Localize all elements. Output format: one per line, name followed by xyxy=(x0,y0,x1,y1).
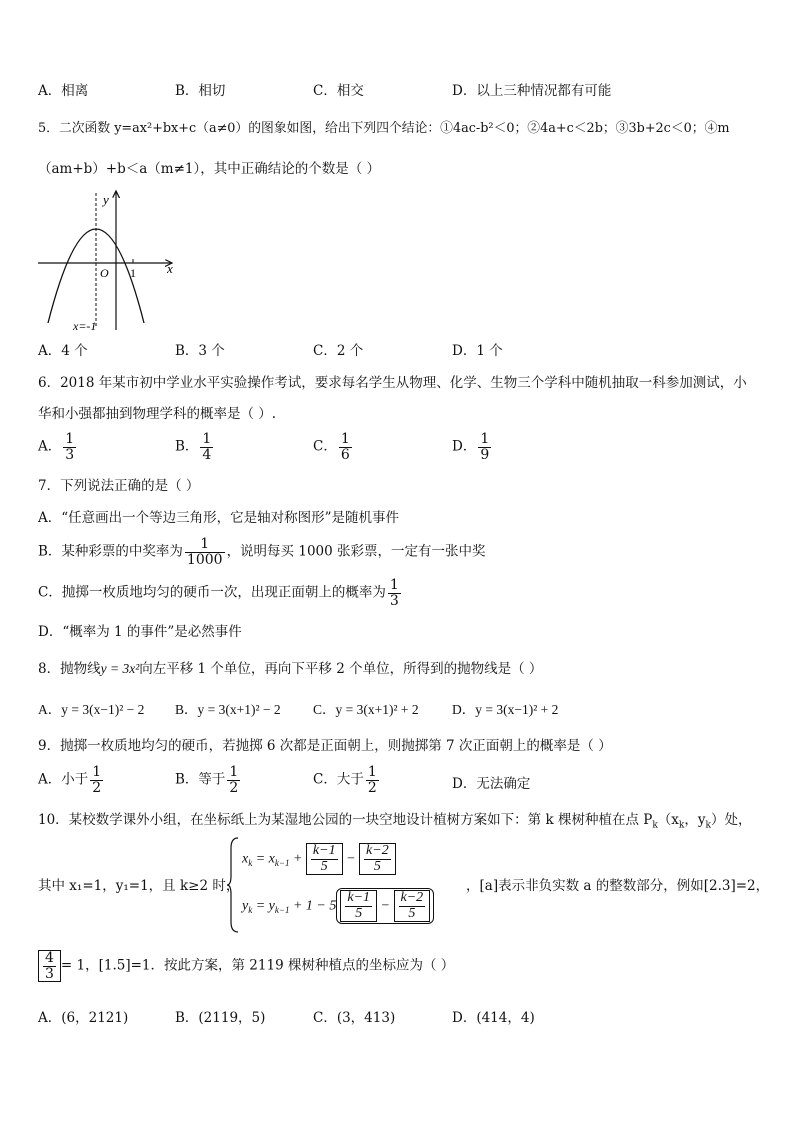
q6-option-a: A． $\frac{1}{3}$ xyxy=(38,431,75,463)
q5-option-d: D．1 个 xyxy=(452,343,503,359)
q4-option-d: D．以上三种情况都有可能 xyxy=(452,83,612,99)
q10-equation-y: $y_k = y_{k-1} + 1 - 5$ $\frac{k-1}{5}$ − $\frac{k-2}{5}$ xyxy=(242,888,434,924)
q10-option-c: C．(3，413) xyxy=(313,1010,396,1026)
q5-option-a: A．4 个 xyxy=(38,343,88,359)
origin-label: O xyxy=(100,266,109,280)
q6-option-d: D． $\frac{1}{9}$ xyxy=(452,431,490,463)
one-label: 1 xyxy=(130,266,136,280)
q9-option-a: A．小于 $\frac{1}{2}$ xyxy=(38,764,102,796)
parabola-graph xyxy=(30,185,190,335)
q9-stem: 9．抛掷一枚质地均匀的硬币，若抛掷 6 次都是正面朝上，则抛掷第 7 次正面朝上的概率是（ ） xyxy=(38,738,612,754)
q7-option-a: A．“任意画出一个等边三角形，它是轴对称图形”是随机事件 xyxy=(38,510,400,526)
q10-condition: 其中 x₁=1，y₁=1，且 k≥2 时， xyxy=(38,878,240,894)
q10-option-b: B．(2119，5) xyxy=(175,1010,266,1026)
q7-option-b: B．某种彩票的中奖率为 $\frac{1}{1000}$ ，说明每买 1000 张彩票，一定有一张中奖 xyxy=(38,536,486,568)
q4-option-c: C．相交 xyxy=(313,83,364,99)
q5-option-c: C．2 个 xyxy=(313,343,364,359)
q4-option-b: B．相切 xyxy=(175,83,226,99)
q8-option-b: B．y = 3(x+1)² − 2 xyxy=(175,702,281,717)
q6-stem-line1: 6．2018 年某市初中学业水平实验操作考试，要求每名学生从物理、化学、生物三个学科中随机抽取一科参加测试，小 xyxy=(38,375,747,391)
q10-option-a: A．(6，2121) xyxy=(38,1010,129,1026)
q9-option-d: D．无法确定 xyxy=(452,776,531,792)
q7-option-c: C．抛掷一枚质地均匀的硬币一次，出现正面朝上的概率为 $\frac{1}{3}$ xyxy=(38,577,399,609)
q7-option-d: D．“概率为 1 的事件”是必然事件 xyxy=(38,624,242,640)
q8-option-a: A．y = 3(x−1)² − 2 xyxy=(38,702,145,717)
q10-equation-x: $x_k = x_{k-1}$ + $\frac{k-1}{5}$ − $\frac{k-2}{5}$ xyxy=(242,843,396,875)
q6-option-c: C． $\frac{1}{6}$ xyxy=(313,431,350,463)
q10-note: ，[a]表示非负实数 a 的整数部分，例如[2.3]=2， xyxy=(466,878,770,894)
q9-option-c: C．大于 $\frac{1}{2}$ xyxy=(313,764,377,796)
q10-example-line: $\frac{4}{3}$ = 1，[1.5]=1．按此方案，第 2119 棵树种植点的坐标应为（ ） xyxy=(38,950,454,982)
y-axis-label: y xyxy=(103,192,109,207)
q5-stem-line1: 5．二次函数 y=ax²+bx+c（a≠0）的图象如图，给出下列四个结论：①4ac-b²＜0；②4a+c＜2b；③3b+2c＜0；④m xyxy=(38,121,730,136)
x-axis-label: x xyxy=(167,261,173,276)
q10-option-d: D．(414，4) xyxy=(452,1010,535,1026)
q7-stem: 7．下列说法正确的是（ ） xyxy=(38,478,200,494)
q6-stem-line2: 华和小强都抽到物理学科的概率是（ ）. xyxy=(38,406,277,422)
q4-option-a: A．相离 xyxy=(38,83,89,99)
q9-option-b: B．等于 $\frac{1}{2}$ xyxy=(175,764,239,796)
symmetry-label: x=-1 xyxy=(73,319,97,333)
system-brace xyxy=(226,836,240,934)
q10-stem-line1: 10．某校数学课外小组，在坐标纸上为某湿地公园的一块空地设计植树方案如下：第 k 棵树种植在点 $P_k(x_k$，$y_k$）处， xyxy=(38,812,752,831)
q5-stem-line2: （am+b）+b＜a（m≠1），其中正确结论的个数是（ ） xyxy=(38,161,381,177)
q8-option-c: C．y = 3(x+1)² + 2 xyxy=(313,702,419,717)
q8-option-d: D．y = 3(x−1)² + 2 xyxy=(452,702,559,717)
q6-option-b: B． $\frac{1}{4}$ xyxy=(175,431,212,463)
q5-option-b: B．3 个 xyxy=(175,343,225,359)
q8-stem: 8．抛物线y = 3x²向左平移 1 个单位，再向下平移 2 个单位，所得到的抛物线是（ ） xyxy=(38,661,543,677)
